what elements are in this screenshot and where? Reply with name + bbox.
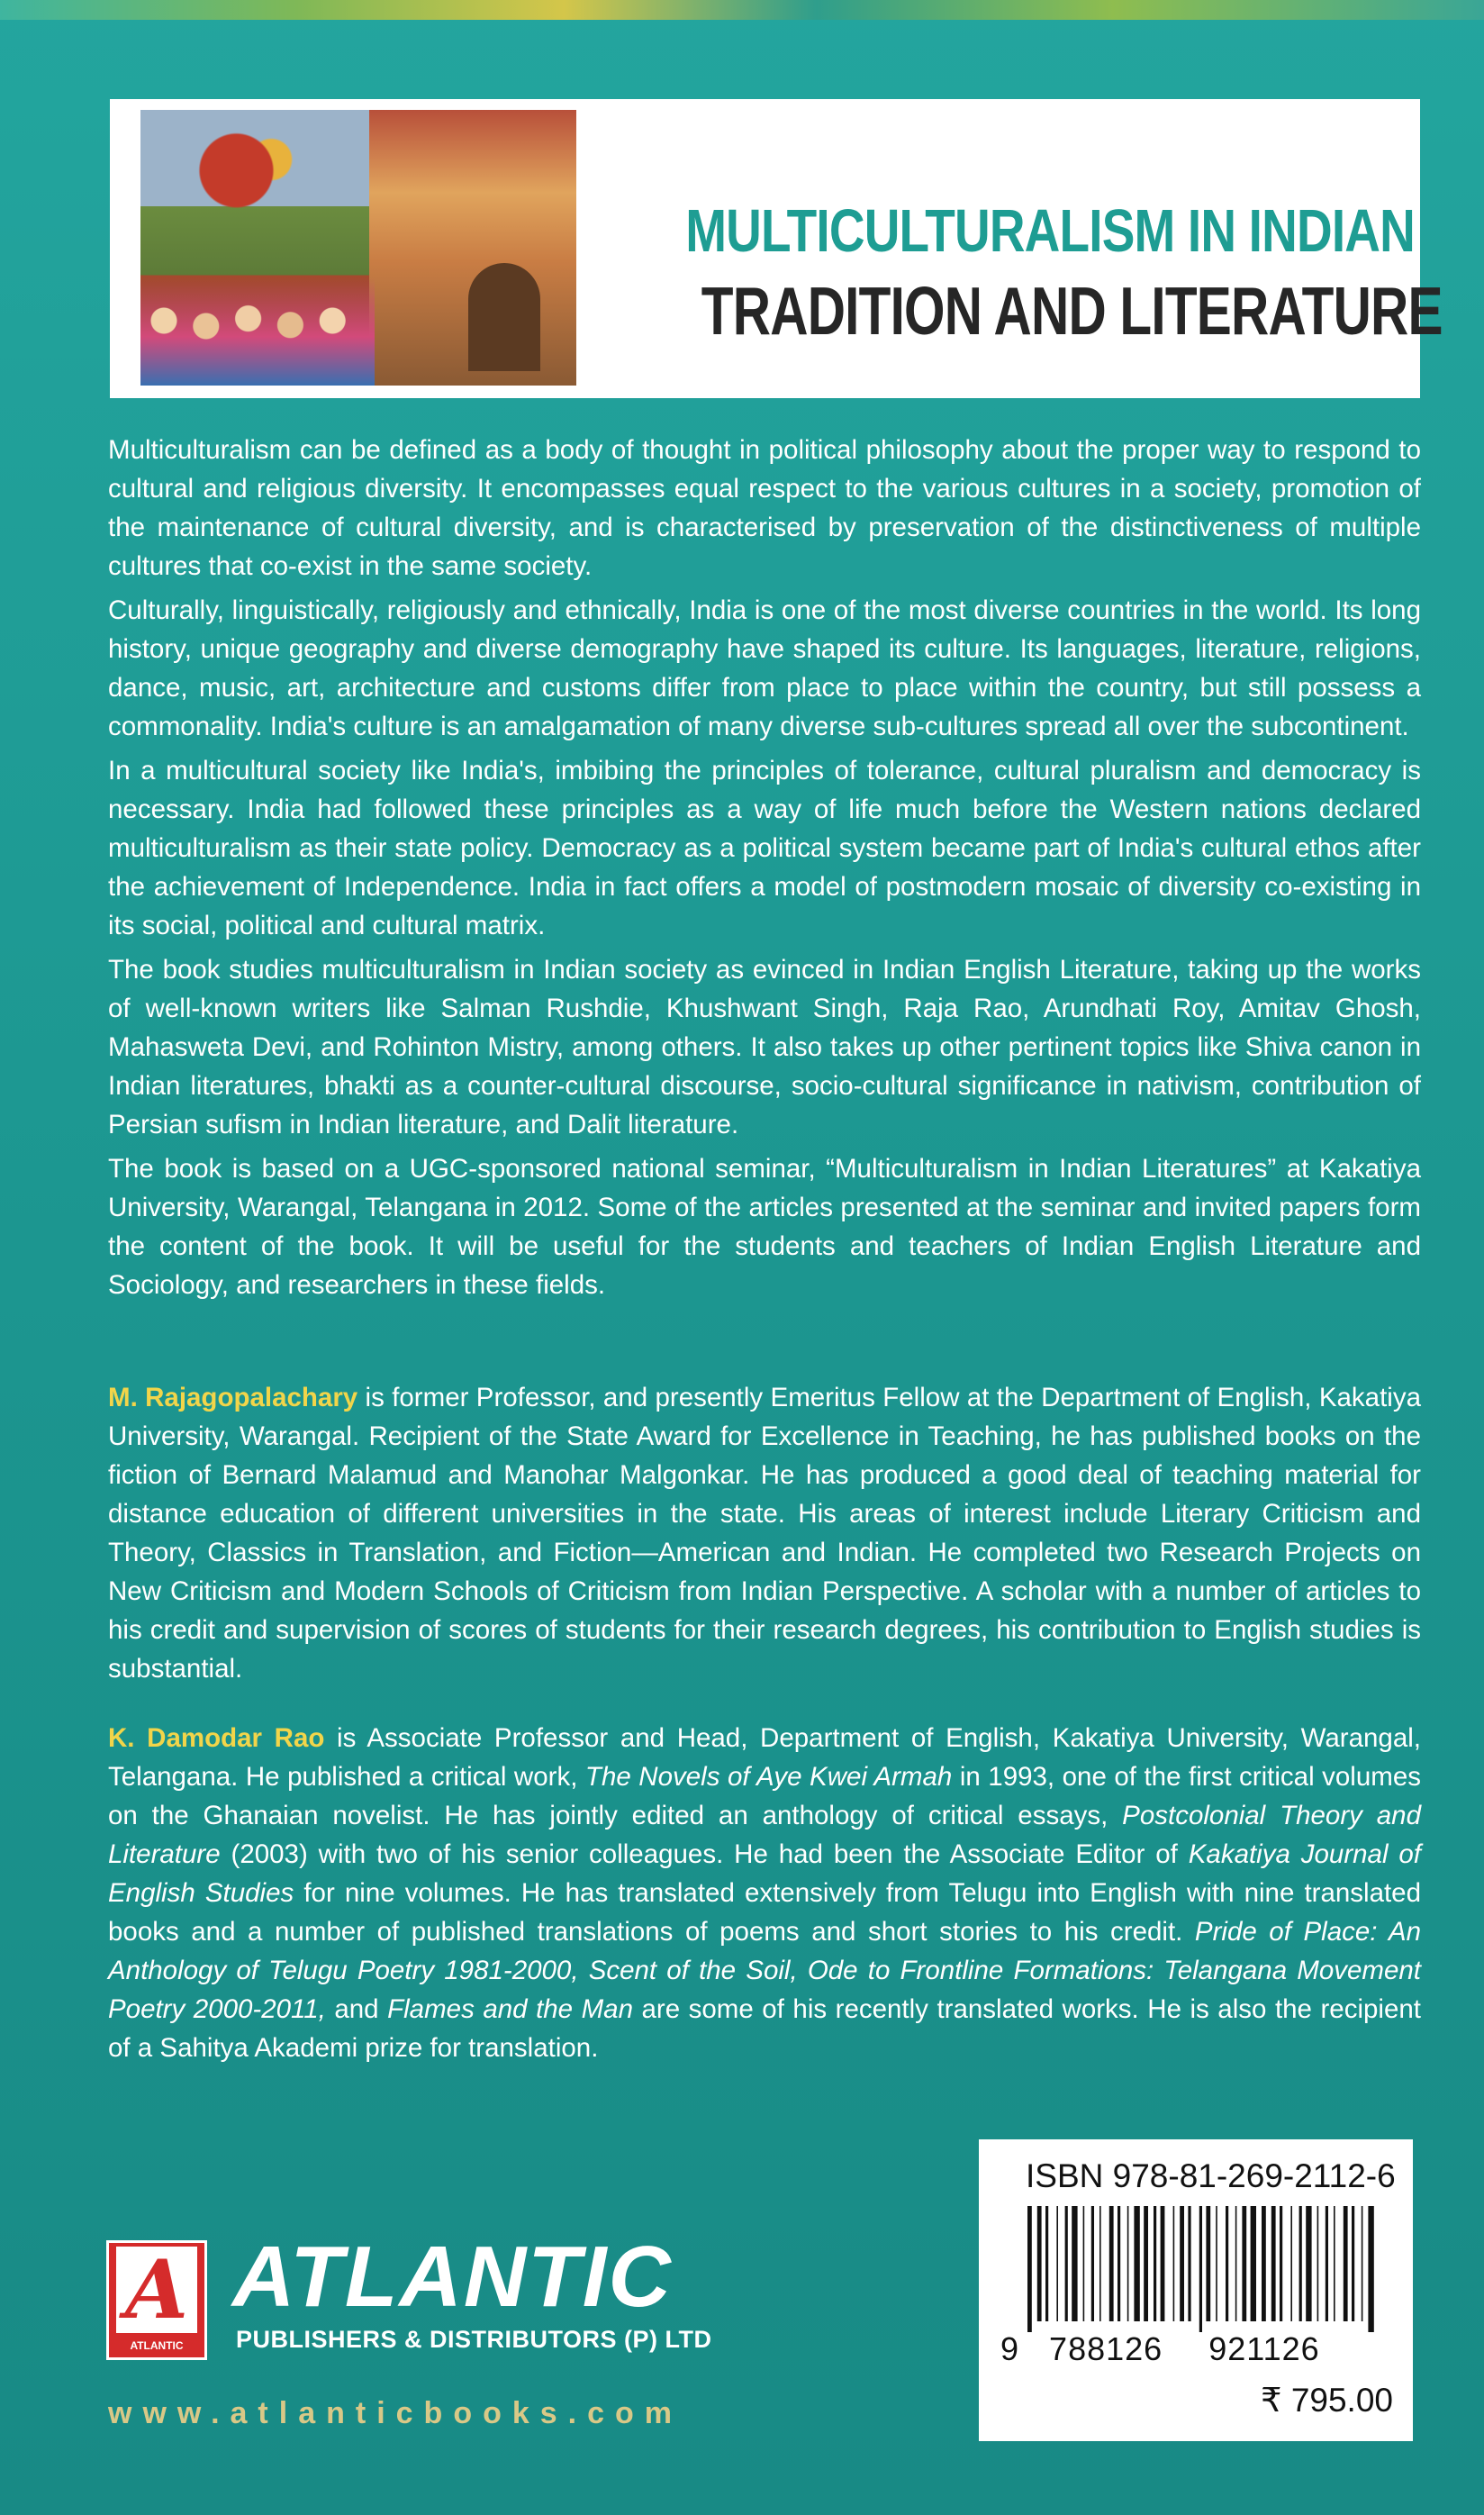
barcode-icon — [1024, 2206, 1380, 2332]
publisher-name: ATLANTIC — [232, 2229, 673, 2325]
barcode-bar — [1045, 2206, 1048, 2321]
publisher-website: www.atlanticbooks.com — [108, 2396, 683, 2430]
author-bio-text: in 1993, one of the first critical volumes on the Ghanaian novelist. He has jointly edited an anthology of critical essays, — [108, 1762, 1421, 1830]
author-name: M. Rajagopalachary — [108, 1383, 358, 1412]
barcode-digits — [1000, 2330, 1388, 2368]
publisher-logo — [106, 2240, 207, 2360]
barcode-bar — [1037, 2206, 1042, 2321]
barcode-bar — [1280, 2206, 1282, 2321]
barcode-bar — [1127, 2206, 1129, 2321]
barcode-bar — [1154, 2206, 1156, 2321]
logo-small-text: ATLANTIC — [130, 2339, 184, 2352]
description-paragraph: Multiculturalism can be defined as a body of thought in political philosophy about the proper way to respond to cultural and religious diversity. It encompasses equal respect to the various cultures in a society, promotion of the maintenance of cultural diversity, and is characterised by preservation of the distinctiveness of multiple cultures that co-exist in the same society. — [108, 435, 1421, 581]
barcode-bar — [1134, 2206, 1139, 2321]
barcode-bar — [1368, 2206, 1373, 2332]
barcode-bar — [1326, 2206, 1328, 2321]
description-paragraph: Culturally, linguistically, religiously and ethnically, India is one of the most diverse countries in the world. Its long history, unique geography and diverse demography have shaped its culture. Its languages, literature, religions, dance, music, art, architecture and customs differ from place to place within the country, but still possess a commonality. India's culture is an amalgamation of many diverse sub-cultures spread all over the subcontinent. — [108, 595, 1421, 741]
barcode-bar — [1271, 2206, 1276, 2321]
barcode-bar — [1180, 2206, 1184, 2321]
barcode-bar — [1306, 2206, 1311, 2321]
author-bio-rajagopalachary — [108, 1378, 1421, 1688]
barcode-bar — [1144, 2206, 1148, 2321]
barcode-bar — [1235, 2206, 1237, 2321]
barcode-bar — [1065, 2206, 1068, 2321]
author-bio-text: for nine volumes. He has translated extensively from Telugu into English with nine translated books and a number of published translations of poems and short stories to his credit. — [108, 1878, 1421, 1947]
barcode-digit-first: 9 — [1000, 2330, 1020, 2367]
author-bio-damodar-rao — [108, 1719, 1421, 2067]
barcode-bar — [1206, 2206, 1210, 2321]
price-label: ₹ 795.00 — [1261, 2382, 1393, 2419]
barcode-bar — [1109, 2206, 1114, 2321]
book-description — [108, 431, 1421, 1310]
collage-people-photo — [140, 277, 375, 386]
barcode-bar — [1118, 2206, 1120, 2321]
book-title-italic: The Novels of Aye Kwei Armah — [584, 1762, 953, 1792]
author-bio-text: is Associate Professor and Head, Department of English, Kakatiya University, Warangal, Telangana. He published a critical work, — [108, 1723, 1421, 1792]
barcode-bar — [1216, 2206, 1217, 2321]
description-paragraph: The book is based on a UGC-sponsored national seminar, “Multiculturalism in Indian Literatures” at Kakatiya University, Warangal, Telangana in 2012. Some of the articles presented at the seminar and invited papers form the content of the book. It will be useful for the students and teachers of Indian English Literature and Sociology, and researchers in these fields. — [108, 1154, 1421, 1300]
journal-title-italic: Kakatiya Journal of English Studies — [108, 1839, 1421, 1908]
isbn-number: ISBN 978-81-269-2112-6 — [1026, 2157, 1396, 2194]
barcode-bar — [1173, 2206, 1175, 2321]
collage-arch — [468, 263, 540, 371]
barcode-bar — [1262, 2206, 1266, 2321]
barcode-bar — [1056, 2206, 1058, 2321]
barcode-digits-left: 788126 — [1049, 2330, 1163, 2367]
book-title-italic: Pride of Place: An Anthology of Telugu Poetry 1981-2000, Scent of the Soil, Ode to Frontline Formations: Telangana Movement Poetry 2000-2011, — [108, 1917, 1421, 2024]
barcode-bar — [1072, 2206, 1077, 2321]
book-title-line2: TRADITION AND LITERATURE — [701, 273, 1443, 349]
publisher-subtitle: PUBLISHERS & DISTRIBUTORS (P) LTD — [236, 2326, 712, 2353]
barcode-bar — [1161, 2206, 1165, 2321]
description-paragraph: In a multicultural society like India's, imbibing the principles of tolerance, cultural pluralism and democracy is necessary. India had followed these principles as a way of life much before the Western nations declared multiculturalism as their state policy. Democracy as a political system became part of India's cultural ethos after the achievement of Independence. India in fact offers a model of postmodern mosaic of diversity co-existing in its social, political and cultural matrix. — [108, 756, 1421, 940]
title-panel — [110, 99, 1443, 398]
barcode-bar — [1317, 2206, 1319, 2321]
book-title-italic: Postcolonial Theory and Literature — [108, 1801, 1421, 1869]
description-paragraph: The book studies multiculturalism in Indian society as evinced in Indian English Literature, taking up the works of well-known writers like Salman Rushdie, Khushwant Singh, Raja Rao, Arundhati Roy, Amitav Ghosh, Mahasweta Devi, and Rohinton Mistry, among others. It also takes up other pertinent topics like Shiva canon in Indian literatures, bhakti as a counter-cultural discourse, socio-cultural significance in nativism, contribution of Persian sufism in Indian literature, and Dalit literature. — [108, 955, 1421, 1139]
author-name: K. Damodar Rao — [108, 1723, 325, 1753]
barcode-bar — [1099, 2206, 1101, 2321]
barcode-bar — [1290, 2206, 1292, 2321]
barcode-bar — [1344, 2206, 1348, 2321]
barcode-bar — [1251, 2206, 1256, 2321]
barcode-bar — [1027, 2206, 1032, 2332]
cover-art-strip — [0, 0, 1484, 20]
barcode-bar — [1091, 2206, 1094, 2321]
barcode-bar — [1299, 2206, 1302, 2321]
barcode-bar — [1226, 2206, 1228, 2321]
barcode-bar — [1352, 2206, 1354, 2321]
barcode-bar — [1242, 2206, 1246, 2321]
barcode-bar — [1362, 2206, 1363, 2321]
barcode-digits-right: 921126 — [1208, 2330, 1320, 2367]
author-bio-text: is former Professor, and presently Emeritus Fellow at the Department of English, Kakatiya University, Warangal. Recipient of the State Award for Excellence in Teaching, he has published books on the fiction of Bernard Malamud and Manohar Malgonkar. He has produced a good deal of teaching material for distance education of different universities in the state. His areas of interest include Literary Criticism and Theory, Classics in Translation, and Fiction—American and Indian. He completed two Research Projects on New Criticism and Modern Schools of Criticism from Indian Perspective. A scholar with a number of articles to his credit and supervision of scores of students for their research degrees, his contribution to English studies is substantial. — [108, 1383, 1421, 1684]
isbn-barcode-panel — [979, 2139, 1413, 2441]
culture-photo-collage — [140, 110, 576, 386]
author-bio-text: (2003) with two of his senior colleagues. He had been the Associate Editor of — [220, 1839, 1189, 1869]
book-title-line1: MULTICULTURALISM IN INDIAN — [685, 197, 1415, 265]
book-title-italic: Flames and the Man — [387, 1994, 633, 2024]
author-bio-text: are some of his recently translated works. He is also the recipient of a Sahitya Akademi prize for translation. — [108, 1994, 1421, 2063]
author-bio-text: and — [325, 1994, 388, 2024]
barcode-bar — [1083, 2206, 1085, 2321]
barcode-bar — [1199, 2206, 1202, 2332]
barcode-bar — [1188, 2206, 1190, 2321]
logo-a-glyph: A — [116, 2247, 197, 2333]
barcode-bar — [1334, 2206, 1335, 2321]
